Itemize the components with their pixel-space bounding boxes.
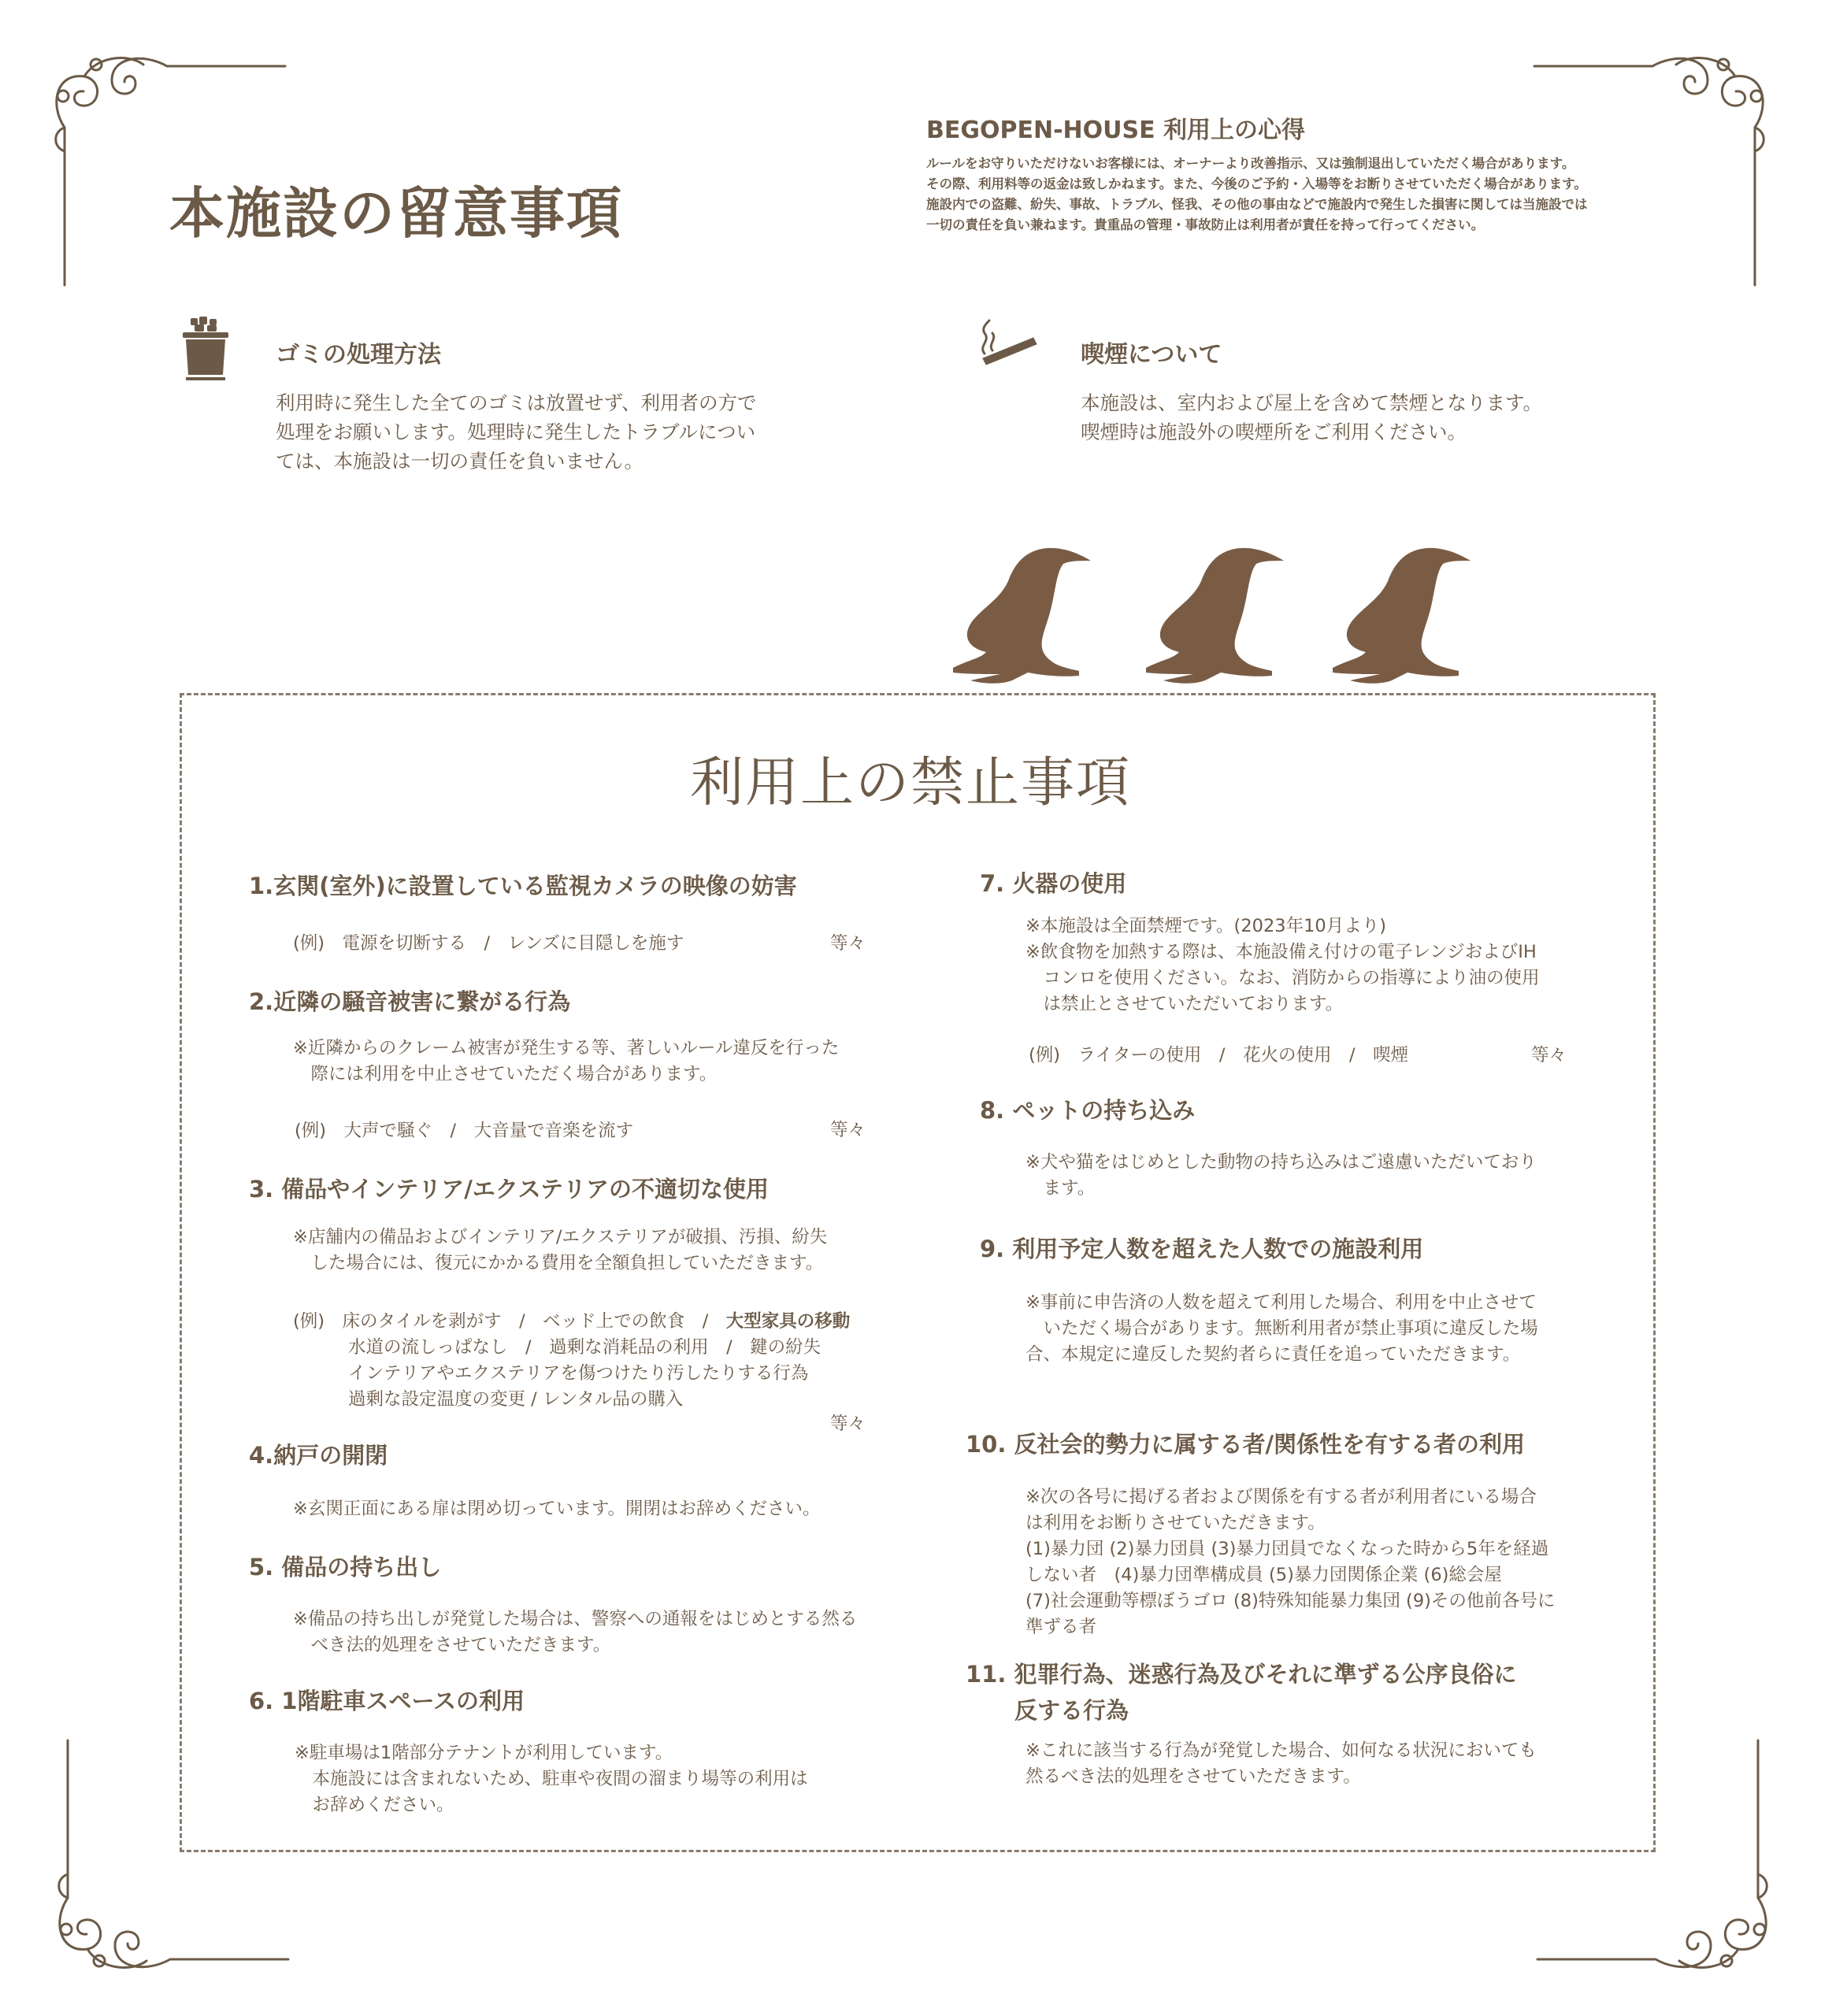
note-line: 準ずる者	[1025, 1617, 1097, 1637]
item-9-title: 9. 利用予定人数を超えた人数での施設利用	[980, 1236, 1424, 1262]
item-6-title: 6. 1階駐車スペースの利用	[249, 1688, 525, 1714]
note-line: コンロを使用ください。なお、消防からの指導により油の使用	[1025, 968, 1540, 988]
item-5-note	[293, 1606, 857, 1658]
item-9-note	[1025, 1290, 1538, 1368]
item-11-note	[1025, 1738, 1537, 1790]
penguin-silhouette-icon	[1146, 548, 1284, 684]
cigarette-icon	[977, 319, 1040, 366]
item-3-title: 3. 備品やインテリア/エクステリアの不適切な使用	[249, 1176, 770, 1203]
item-8-note	[1025, 1150, 1537, 1202]
item-7-title: 7. 火器の使用	[980, 870, 1127, 897]
note-line: ※近隣からのクレーム被害が発生する等、著しいルール違反を行った	[293, 1038, 840, 1058]
example-strong-text: 大型家具の移動	[725, 1311, 851, 1332]
item-7-note	[1025, 914, 1540, 1017]
item-10-note	[1025, 1484, 1555, 1640]
note-line: は禁止とさせていただいております。	[1025, 994, 1344, 1014]
item-1-etc: 等々	[830, 933, 866, 954]
note-line: ます。	[1025, 1178, 1096, 1199]
note-line: した場合には、復元にかかる費用を全額負担していただきます。	[293, 1253, 824, 1273]
note-line: ※玄関正面にある扉は閉め切っています。開閉はお辞めください。	[293, 1499, 821, 1519]
item-3-etc: 等々	[830, 1414, 866, 1434]
note-line: お辞めください。	[295, 1795, 454, 1815]
smoking-body	[1081, 388, 1542, 447]
smoking-title: 喫煙について	[1081, 341, 1222, 369]
item-4-title: 4.納戸の開閉	[249, 1442, 388, 1469]
item-6-note	[295, 1740, 808, 1818]
note-line: ※次の各号に掲げる者および関係を有する者が利用者にいる場合	[1025, 1487, 1537, 1507]
note-line: いただく場合があります。無断利用者が禁止事項に違反した場	[1025, 1318, 1538, 1339]
item-3-example-2: 水道の流しっぱなし / 過剰な消耗品の利用 / 鍵の紛失	[348, 1337, 821, 1358]
item-2-example: (例) 大声で騒ぐ / 大音量で音楽を流す	[295, 1121, 634, 1141]
guide-line: 一切の責任を負い兼ねます。貴重品の管理・事故防止は利用者が責任を持って行ってください。	[926, 217, 1485, 232]
item-1-example: (例) 電源を切断する / レンズに目隠しを施す	[293, 933, 684, 954]
smoking-line: 本施設は、室内および屋上を含めて禁煙となります。	[1081, 391, 1543, 414]
item-10-title: 10. 反社会的勢力に属する者/関係性を有する者の利用	[966, 1431, 1526, 1458]
note-line: ※本施設は全面禁煙です。(2023年10月より)	[1025, 916, 1387, 936]
item-2-note	[293, 1036, 839, 1088]
page-title: 本施設の留意事項	[169, 181, 623, 246]
note-line: 本施設には含まれないため、駐車や夜間の溜まり場等の利用は	[295, 1769, 808, 1789]
note-line: ※飲食物を加熱する際は、本施設備え付けの電子レンジおよびIH	[1025, 942, 1537, 962]
penguin-silhouettes	[929, 542, 1481, 696]
item-11-title-cont: 反する行為	[1014, 1697, 1129, 1724]
note-line: べき法的処理をさせていただきます。	[293, 1635, 611, 1655]
item-4-note	[293, 1496, 821, 1522]
note-line: ※犬や猫をはじめとした動物の持ち込みはご遠慮いただいており	[1025, 1152, 1537, 1173]
item-11-title: 11. 犯罪行為、迷惑行為及びそれに準ずる公序良俗に	[966, 1661, 1517, 1688]
note-line: 合、本規定に違反した契約者らに責任を追っていただきます。	[1025, 1344, 1521, 1365]
guide-line: 施設内での盗難、紛失、事故、トラブル、怪我、その他の事由などで施設内で発生した損害に関しては当施設では	[926, 197, 1588, 212]
item-3-example-1	[293, 1307, 850, 1332]
item-7-etc: 等々	[1531, 1045, 1567, 1065]
note-line: 然るべき法的処理をさせていただきます。	[1025, 1766, 1361, 1787]
garbage-body	[276, 388, 757, 476]
item-3-example-4: 過剰な設定温度の変更 / レンタル品の購入	[348, 1389, 684, 1410]
garbage-title: ゴミの処理方法	[276, 341, 441, 369]
penguin-silhouette-icon	[1333, 548, 1471, 684]
note-line: ※駐車場は1階部分テナントが利用しています。	[295, 1743, 673, 1763]
item-5-title: 5. 備品の持ち出し	[249, 1554, 442, 1581]
smoking-line: 喫煙時は施設外の喫煙所をご利用ください。	[1081, 421, 1467, 443]
item-3-example-3: インテリアやエクステリアを傷つけたり汚したりする行為	[348, 1363, 809, 1384]
note-line: しない者 (4)暴力団準構成員 (5)暴力団関係企業 (6)総会屋	[1025, 1565, 1502, 1585]
garbage-line: 利用時に発生した全てのゴミは放置せず、利用者の方で	[276, 391, 757, 414]
guide-line: ルールをお守りいただけないお客様には、オーナーより改善指示、又は強制退出していただく場合があります。	[926, 156, 1575, 171]
example-text: (例) 床のタイルを剥がす / ベッド上での飲食 /	[293, 1311, 726, 1332]
note-line: ※店舗内の備品およびインテリア/エクステリアが破損、汚損、紛失	[293, 1227, 828, 1247]
item-2-title: 2.近隣の騒音被害に繋がる行為	[249, 988, 571, 1015]
penguin-silhouette-icon	[953, 548, 1091, 684]
note-line: ※備品の持ち出しが発覚した場合は、警察への通報をはじめとする然る	[293, 1609, 858, 1629]
guide-line: その際、利用料等の返金は致しかねます。また、今後のご予約・入場等をお断りさせていただく場合があります。	[926, 176, 1587, 191]
trash-can-icon	[181, 317, 230, 381]
garbage-line: ては、本施設は一切の責任を負いません。	[276, 450, 643, 472]
item-7-example: (例) ライターの使用 / 花火の使用 / 喫煙	[1029, 1045, 1409, 1065]
item-2-etc: 等々	[830, 1120, 866, 1140]
item-1-title: 1.玄関(室外)に設置している監視カメラの映像の妨害	[249, 873, 797, 899]
guide-body	[926, 154, 1698, 235]
note-line: ※これに該当する行為が発覚した場合、如何なる状況においても	[1025, 1740, 1537, 1761]
prohibitions-title: 利用上の禁止事項	[689, 752, 1131, 814]
note-line: 際には利用を中止させていただく場合があります。	[293, 1064, 718, 1084]
garbage-line: 処理をお願いします。処理時に発生したトラブルについ	[276, 421, 756, 443]
note-line: (7)社会運動等標ぼうゴロ (8)特殊知能暴力集団 (9)その他前各号に	[1025, 1591, 1556, 1611]
note-line: ※事前に申告済の人数を超えて利用した場合、利用を中止させて	[1025, 1292, 1537, 1313]
item-3-note	[293, 1225, 827, 1277]
note-line: は利用をお断りさせていただきます。	[1025, 1513, 1326, 1533]
guide-title: BEGOPEN-HOUSE 利用上の心得	[926, 117, 1306, 144]
item-8-title: 8. ペットの持ち込み	[980, 1097, 1196, 1124]
note-line: (1)暴力団 (2)暴力団員 (3)暴力団員でなくなった時から5年を経過	[1025, 1539, 1549, 1559]
